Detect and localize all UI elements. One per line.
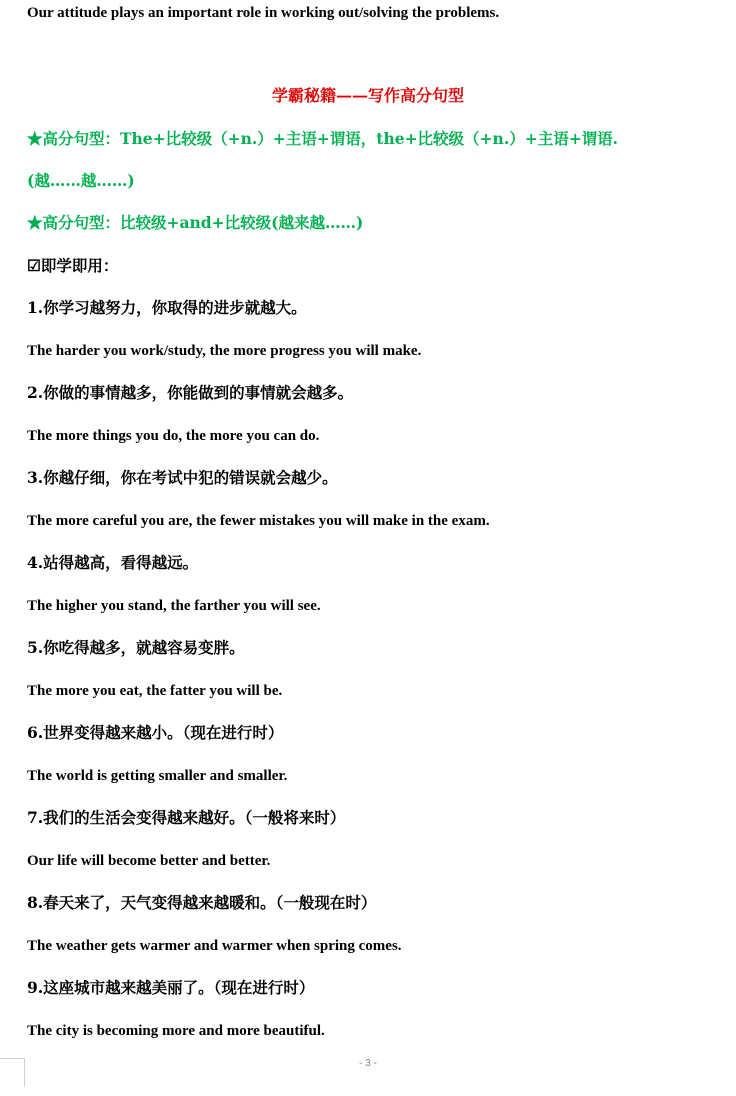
item-6-chinese: 6.世界变得越来越小。（现在进行时） (27, 723, 284, 742)
item-8-chinese: 8.春天来了，天气变得越来越暖和。（一般现在时） (27, 893, 377, 912)
item-7-chinese: 7.我们的生活会变得越来越好。（一般将来时） (27, 808, 346, 827)
item-9-chinese: 9.这座城市越来越美丽了。（现在进行时） (27, 978, 315, 997)
item-1-english: The harder you work/study, the more progress you will make. (27, 343, 422, 359)
section-title: 学霸秘籍——写作高分句型 (271, 86, 464, 105)
item-5-english: The more you eat, the fatter you will be. (27, 683, 283, 699)
item-5-chinese: 5.你吃得越多，就越容易变胖。 (27, 638, 245, 657)
item-1-chinese: 1.你学习越努力，你取得的进步就越大。 (27, 298, 307, 317)
item-4-english: The higher you stand, the farther you will see. (27, 598, 321, 614)
item-7-english: Our life will become better and better. (27, 853, 271, 869)
item-2-chinese: 2.你做的事情越多，你能做到的事情就会越多。 (27, 383, 354, 402)
item-2-english: The more things you do, the more you can do. (27, 428, 320, 444)
item-3-chinese: 3.你越仔细，你在考试中犯的错误就会越少。 (27, 468, 338, 487)
item-6-english: The world is getting smaller and smaller. (27, 768, 288, 784)
practice-label: ☑即学即用： (27, 256, 119, 275)
pattern-1-line-1: ★高分句型：The+比较级（+n.）+主语+谓语，the+比较级（+n.）+主语+谓语. (27, 129, 619, 148)
intro-sentence: Our attitude plays an important role in working out/solving the problems. (27, 5, 500, 21)
pattern-2: ★高分句型：比较级+and+比较级(越来越……) (27, 213, 364, 232)
item-9-english: The city is becoming more and more beautiful. (27, 1023, 325, 1039)
page-number: - 3 - (359, 1058, 377, 1069)
item-4-chinese: 4.站得越高，看得越远。 (27, 553, 199, 572)
item-3-english: The more careful you are, the fewer mistakes you will make in the exam. (27, 513, 490, 529)
pattern-1-line-2: (越……越……) (27, 171, 135, 190)
item-8-english: The weather gets warmer and warmer when spring comes. (27, 938, 402, 954)
